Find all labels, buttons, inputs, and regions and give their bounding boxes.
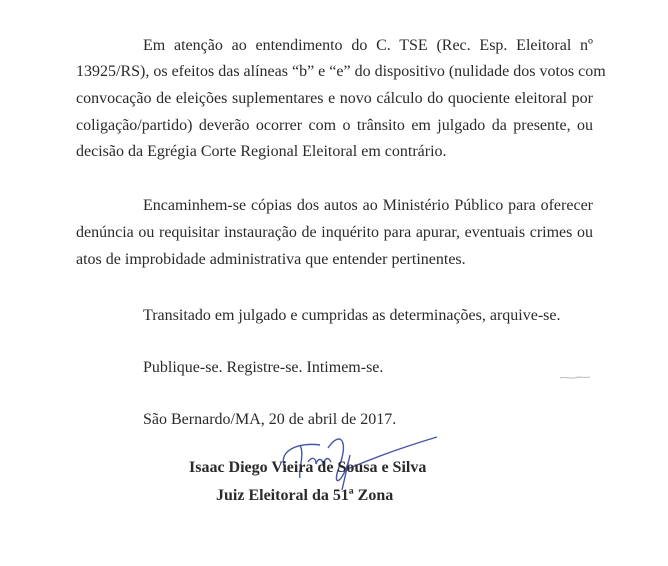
- paragraph-2-line: atos de improbidade administrativa que entender pertinentes.: [76, 251, 466, 268]
- paragraph-4: Publique-se. Registre-se. Intimem-se.: [143, 359, 384, 376]
- place-date: São Bernardo/MA, 20 de abril de 2017.: [143, 411, 397, 428]
- paragraph-1-line: 13925/RS), os efeitos das alíneas “b” e “e” do dispositivo (nulidade dos votos com: [76, 63, 606, 80]
- paragraph-2-line: denúncia ou requisitar instauração de inquérito para apurar, eventuais crimes ou: [76, 224, 593, 241]
- paragraph-1-line: coligação/partido) deverão ocorrer com o trânsito em julgado da presente, ou: [76, 117, 593, 134]
- signatory-name: Isaac Diego Vieira de Sousa e Silva: [189, 459, 427, 476]
- paragraph-1-line: convocação de eleições suplementares e novo cálculo do quociente eleitoral por: [76, 90, 593, 107]
- paragraph-3: Transitado em julgado e cumpridas as determinações, arquive-se.: [143, 307, 561, 324]
- paragraph-1-line: decisão da Egrégia Corte Regional Eleitoral em contrário.: [76, 143, 447, 160]
- paragraph-1-line: Em atenção ao entendimento do C. TSE (Rec. Esp. Eleitoral nº: [143, 37, 593, 54]
- signatory-title: Juiz Eleitoral da 51ª Zona: [216, 487, 394, 504]
- paragraph-2-line: Encaminhem-se cópias dos autos ao Ministério Público para oferecer: [143, 197, 593, 214]
